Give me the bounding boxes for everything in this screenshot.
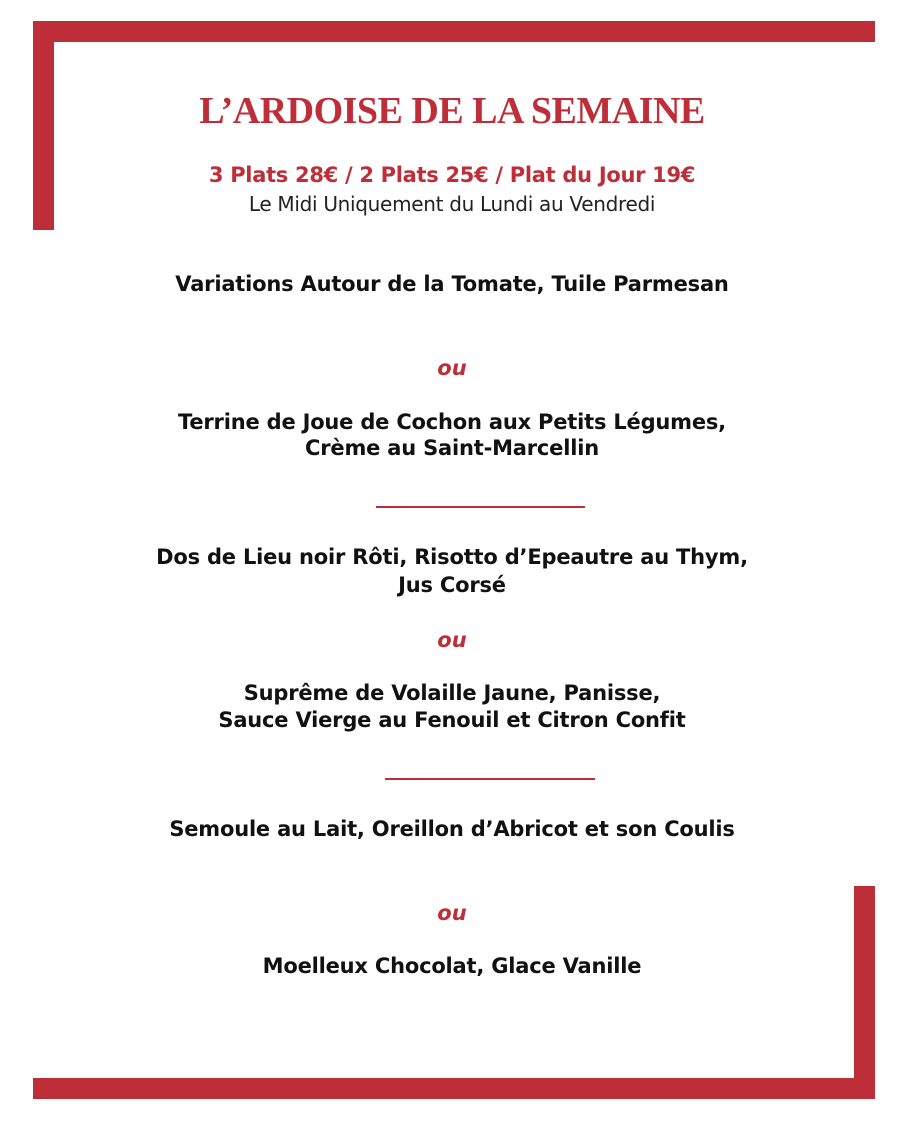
section-divider (376, 506, 585, 508)
menu-prices: 3 Plats 28€ / 2 Plats 25€ / Plat du Jour 19€ (208, 163, 696, 187)
frame-bottom-bar (33, 1078, 875, 1099)
plat-or-separator: ou (437, 628, 467, 652)
entree-option-2-line-1: Terrine de Joue de Cochon aux Petits Légumes, (178, 410, 726, 434)
entree-option-2-line-2: Crème au Saint-Marcellin (305, 436, 599, 460)
plat-option-2-line-2: Sauce Vierge au Fenouil et Citron Confit (218, 708, 686, 732)
plat-option-2-line-1: Suprême de Volaille Jaune, Panisse, (243, 681, 661, 705)
entree-option-1: Variations Autour de la Tomate, Tuile Parmesan (175, 272, 729, 296)
section-divider (385, 778, 595, 780)
plat-option-1-line-2: Jus Corsé (398, 573, 506, 597)
dessert-option-1: Semoule au Lait, Oreillon d’Abricot et son Coulis (169, 817, 735, 841)
dessert-or-separator: ou (437, 901, 467, 925)
entree-or-separator: ou (437, 356, 467, 380)
dessert-option-2: Moelleux Chocolat, Glace Vanille (262, 954, 642, 978)
menu-title: L’ARDOISE DE LA SEMAINE (199, 90, 705, 132)
frame-top-bar (33, 21, 875, 42)
menu-subtitle: Le Midi Uniquement du Lundi au Vendredi (248, 192, 656, 216)
plat-option-1-line-1: Dos de Lieu noir Rôti, Risotto d’Epeautre au Thym, (156, 545, 748, 569)
